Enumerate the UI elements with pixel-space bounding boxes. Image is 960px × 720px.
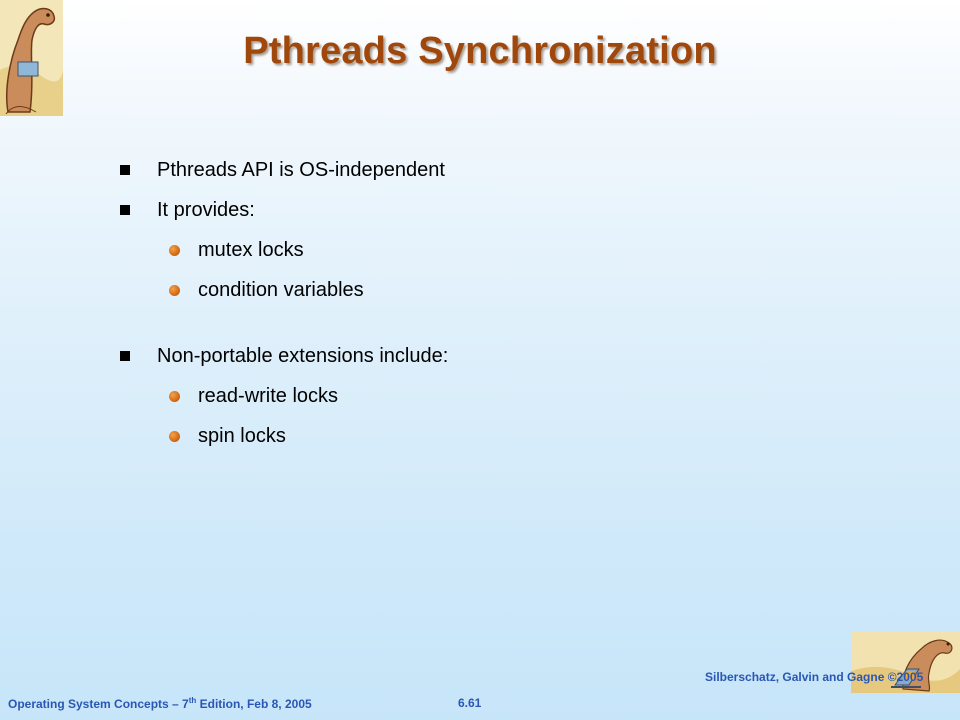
bullet-text: Non-portable extensions include: [157, 345, 449, 367]
footer-course-title [8, 696, 312, 711]
sub-bullet-text: condition variables [198, 279, 364, 301]
slide-title: Pthreads Synchronization [243, 30, 717, 72]
footer-course-title-text: Operating System Concepts – 7 [8, 697, 189, 711]
spacer [120, 310, 880, 336]
footer-course-title-sup: th [188, 696, 197, 705]
sub-bullet-text: mutex locks [198, 239, 304, 261]
sub-bullet-item [120, 230, 880, 270]
square-bullet-icon [120, 351, 130, 361]
sub-bullet-item [120, 416, 880, 456]
sub-bullet-text: spin locks [198, 425, 286, 447]
round-bullet-icon [169, 431, 180, 442]
bullet-item [120, 190, 880, 230]
bullet-text: Pthreads API is OS-independent [157, 159, 445, 181]
sub-bullet-item [120, 376, 880, 416]
sub-bullet-item [120, 270, 880, 310]
bullet-item [120, 336, 880, 376]
page-number: 6.61 [458, 696, 482, 710]
square-bullet-icon [120, 205, 130, 215]
bullet-text: It provides: [157, 199, 255, 221]
sub-bullet-text: read-write locks [198, 385, 339, 407]
footer-copyright: Silberschatz, Galvin and Gagne ©2005 [705, 670, 924, 684]
bullet-item [120, 150, 880, 190]
bullet-list [120, 150, 880, 456]
square-bullet-icon [120, 165, 130, 175]
round-bullet-icon [169, 285, 180, 296]
round-bullet-icon [169, 245, 180, 256]
round-bullet-icon [169, 391, 180, 402]
footer-course-title-suffix: Edition, Feb 8, 2005 [196, 697, 312, 711]
